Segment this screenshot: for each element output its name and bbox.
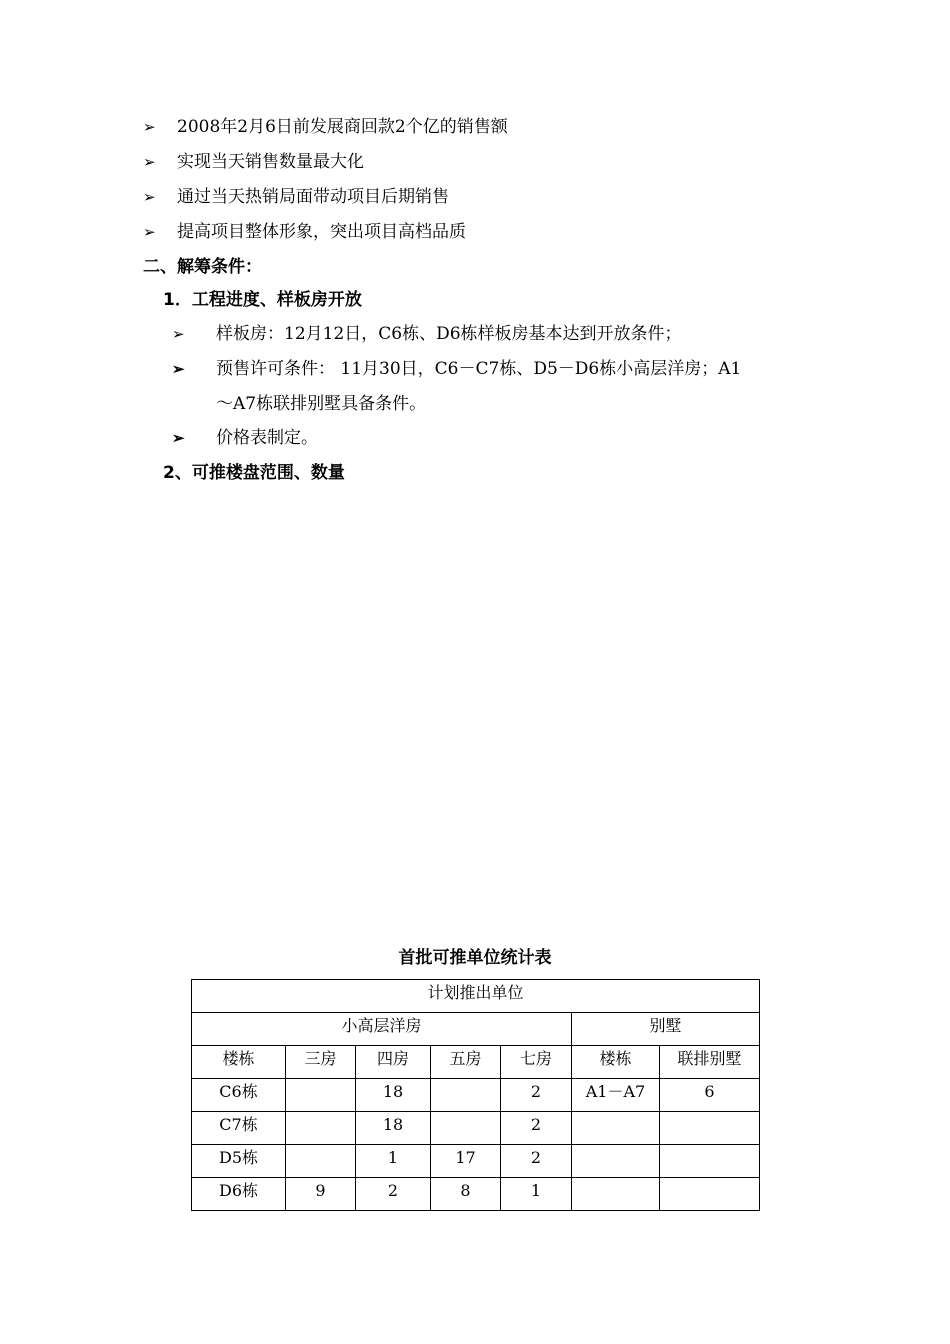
arrow-bullet-icon: ➢ — [143, 223, 156, 241]
table-row — [192, 1145, 760, 1178]
condition-item: 样板房：12月12日，C6栋、D6栋样板房基本达到开放条件； — [216, 324, 682, 344]
table-cell — [572, 1112, 660, 1145]
subsection-heading: 2、可推楼盘范围、数量 — [163, 463, 345, 483]
table-cell: 6 — [660, 1079, 760, 1112]
column-header: 五房 — [431, 1046, 501, 1079]
section-heading: 二、解筹条件： — [143, 257, 262, 277]
table-title: 首批可推单位统计表 — [398, 948, 552, 968]
table-cell — [431, 1079, 501, 1112]
goal-item: 实现当天销售数量最大化 — [177, 152, 364, 172]
table-cell: C6栋 — [192, 1079, 286, 1112]
table-cell: 2 — [501, 1145, 572, 1178]
table-header-row — [192, 980, 760, 1013]
column-header: 四房 — [356, 1046, 431, 1079]
group-header-highrise: 小高层洋房 — [192, 1013, 572, 1046]
arrow-bullet-icon: ➢ — [143, 153, 156, 171]
column-header: 三房 — [286, 1046, 356, 1079]
condition-item-continuation: ～A7栋联排别墅具备条件。 — [216, 394, 427, 414]
table-header-row — [192, 1046, 760, 1079]
table-cell: 8 — [431, 1178, 501, 1211]
table-cell — [660, 1112, 760, 1145]
table-cell: 2 — [356, 1178, 431, 1211]
table-cell: 18 — [356, 1079, 431, 1112]
arrow-bullet-icon: ➢ — [172, 429, 185, 447]
column-header: 联排别墅 — [660, 1046, 760, 1079]
table-cell: C7栋 — [192, 1112, 286, 1145]
table-cell: A1－A7 — [572, 1079, 660, 1112]
table-cell — [660, 1178, 760, 1211]
table-row — [192, 1112, 760, 1145]
table-cell — [572, 1145, 660, 1178]
condition-item: 价格表制定。 — [216, 428, 318, 448]
table-cell: 18 — [356, 1112, 431, 1145]
column-header: 楼栋 — [192, 1046, 286, 1079]
arrow-bullet-icon: ➢ — [172, 325, 185, 343]
group-header-villa: 别墅 — [572, 1013, 760, 1046]
subsection-heading: 1．工程进度、样板房开放 — [163, 290, 362, 310]
table-row — [192, 1178, 760, 1211]
table-row — [192, 1079, 760, 1112]
arrow-bullet-icon: ➢ — [172, 360, 185, 378]
goal-item: 2008年2月6日前发展商回款2个亿的销售额 — [177, 117, 508, 137]
table-cell: 9 — [286, 1178, 356, 1211]
goal-item: 通过当天热销局面带动项目后期销售 — [177, 187, 449, 207]
table-cell — [286, 1112, 356, 1145]
condition-item: 预售许可条件： 11月30日，C6－C7栋、D5－D6栋小高层洋房；A1 — [216, 359, 742, 379]
table-cell: 1 — [356, 1145, 431, 1178]
table-cell: 1 — [501, 1178, 572, 1211]
column-header: 楼栋 — [572, 1046, 660, 1079]
column-header: 七房 — [501, 1046, 572, 1079]
table-cell — [286, 1145, 356, 1178]
table-cell — [286, 1079, 356, 1112]
arrow-bullet-icon: ➢ — [143, 188, 156, 206]
table-cell — [431, 1112, 501, 1145]
goal-item: 提高项目整体形象，突出项目高档品质 — [177, 222, 466, 242]
units-statistics-table — [191, 979, 760, 1211]
table-cell: 17 — [431, 1145, 501, 1178]
table-header-row — [192, 1013, 760, 1046]
table-cell: 2 — [501, 1079, 572, 1112]
table-cell — [660, 1145, 760, 1178]
arrow-bullet-icon: ➢ — [143, 118, 156, 136]
table-cell: 2 — [501, 1112, 572, 1145]
table-cell: D6栋 — [192, 1178, 286, 1211]
table-cell — [572, 1178, 660, 1211]
table-cell: D5栋 — [192, 1145, 286, 1178]
table-top-header: 计划推出单位 — [192, 980, 760, 1013]
